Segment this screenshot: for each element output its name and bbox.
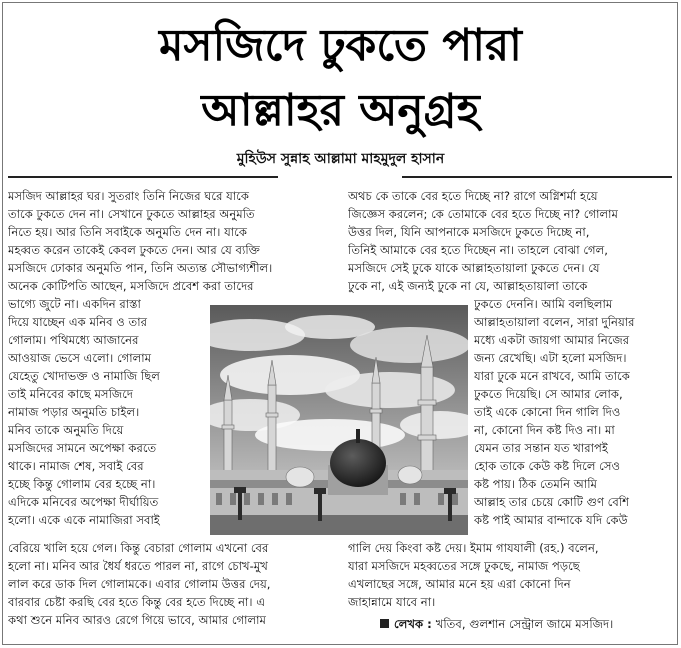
author-label: লেখক : (394, 617, 432, 631)
text-line: অনেক কোটিপতি আছেন, মসজিদে প্রবেশ করা তাদের (8, 279, 254, 293)
headline-line-1: মসজিদে ঢুকতে পারা (159, 20, 522, 71)
text-line: মসজিদে সেই ঢুকে যাকে আল্লাহতায়ালা ঢুকতে দেন। যে (348, 261, 600, 275)
mosque-photo (210, 305, 468, 535)
text-line: যেহেতু খোদাভক্ত ও নামাজি ছিল (8, 369, 160, 383)
author-text: খতিব, গুলশান সেন্ট্রাল জামে মসজিদ। (435, 617, 614, 631)
text-line: আল্লাহতায়ালা বলেন, সারা দুনিয়ার (474, 315, 635, 329)
text-line: তাই মনিবের কাছে মসজিদে (8, 387, 134, 401)
text-line: তাকে ঢুকতে দেন না। সেখানে ঢুকতে আল্লাহর অনুমতি (8, 207, 255, 221)
text-line: এখলাছের সঙ্গে, আমার মনে হয় এরা কোনো দিন (348, 577, 571, 591)
text-line: হোক তাকে কেউ কষ্ট দিলে সেও (474, 459, 621, 473)
headline-line-2: আল্লাহর অনুগ্রহ (201, 85, 480, 136)
text-line: থাকে। নামাজ শেষ, সবাই বের (8, 459, 144, 473)
text-line: হলো না। মনিব আর ধৈর্য ধরতে পারল না, রাগে চোখ-মুখ (8, 559, 268, 573)
text-line: মনিব তাকে অনুমতি দিয়ে (8, 423, 124, 437)
text-line: যেমন তার সন্তান যত খারাপই (474, 441, 608, 455)
text-line: ভাগ্যে জুটে না। একদিন রাস্তা (8, 297, 141, 311)
text-line: জন্য রেখেছি। এটা হলো মসজিদ। (474, 351, 627, 365)
text-line: মসজিদ আল্লাহর ঘর। সুতরাং তিনি নিজের ঘরে যাকে (8, 189, 249, 203)
text-line: গালি দেয় কিংবা কষ্ট দেয়। ইমাম গাযযালী (রহ.) বলেন, (348, 541, 599, 555)
text-line: কষ্ট পাই আমার বান্দাকে যদি কেউ (474, 513, 628, 527)
text-line: লাল করে ডাক দিল গোলামকে। এবার গোলাম উত্তর দেয়, (8, 577, 271, 591)
text-line: অথচ কে তাকে বের হতে দিচ্ছে না? রাগে অগ্নিশর্মা হয়ে (348, 189, 598, 203)
text-line: মসজিদের সামনে অপেক্ষা করতে (8, 441, 157, 455)
text-line: মসজিদে ঢোকার অনুমতি পান, তিনি অত্যন্ত সৌভাগ্যশীল। (8, 261, 273, 275)
byline-rule-left (8, 176, 278, 178)
square-bullet-icon (380, 619, 389, 628)
text-line: হলো। একে একে নামাজিরা সবাই (8, 513, 160, 527)
text-line: ঢুকতে দিয়েছি। সে আমার লোক, (474, 387, 623, 401)
text-line: মধ্যে একটা জায়গা আমার নিজের (474, 333, 630, 347)
text-line: কষ্ট পায়। ঠিক তেমনি আমি (474, 477, 597, 491)
text-line: এদিকে মনিবের অপেক্ষা দীর্ঘায়িত (8, 495, 159, 509)
text-line: যারা মসজিদে মহব্বতের সঙ্গে ঢুকছে, নামাজ পড়ছে (348, 559, 580, 573)
author-credit (380, 615, 672, 633)
text-line: কথা শুনে মনিব আরও রেগে গিয়ে ভাবে, আমার গোলাম (8, 613, 266, 627)
text-line: তাই একে কোনো দিন গালি দিও (474, 405, 621, 419)
text-line: তিনিই আমাকে বের হতে দিচ্ছেন না। তাহলে বোঝা গেল, (348, 243, 608, 257)
text-line: না, কোনো দিন কষ্ট দিও না। মা (474, 423, 615, 437)
text-line: জাহান্নামে যাবে না। (348, 595, 436, 609)
text-line: নিতে হয়। আর তিনি সবাইকে অনুমতি দেন না। যাকে (8, 225, 247, 239)
text-line: বেরিয়ে খালি হয়ে গেল। কিন্তু বেচারা গোলাম এখনো বের (8, 541, 269, 555)
text-line: ঢুকতে দেননি। আমি বলছিলাম (474, 297, 613, 311)
text-line: দিয়ে যাচ্ছেন এক মনিব ও তার (8, 315, 147, 329)
text-line: জিজ্ঞেস করলেন; কে তোমাকে বের হতে দিচ্ছে না? গোলাম (348, 207, 618, 221)
text-line: আওয়াজ ভেসে এলো। গোলাম (8, 351, 152, 365)
byline: মুহিউস সুন্নাহ আল্লামা মাহমুদুল হাসান (236, 151, 445, 167)
byline-rule-right (402, 176, 672, 178)
text-line: হচ্ছে কিন্তু গোলাম বের হচ্ছে না। (8, 477, 156, 491)
text-line: যারা ঢুকে মনে রাখবে, আমি তাকে (474, 369, 630, 383)
text-line: বারবার চেষ্টা করছি বের হতে কিন্তু বের হতে দিচ্ছে না। এ (8, 595, 266, 609)
text-line: ঢুকে না, এই জন্যই ঢুকে না যে, আল্লাহতায়ালা তাকে (348, 279, 588, 293)
text-line: উত্তর দিল, যিনি আপনাকে মসজিদে ঢুকতে দিচ্ছে না, (348, 225, 590, 239)
text-line: মহব্বত করেন তাকেই কেবল ঢুকতে দেন। আর যে ব্যক্তি (8, 243, 260, 257)
text-line: গোলাম। পথিমধ্যে আজানের (8, 333, 139, 347)
text-line: নামাজ পড়ার অনুমতি চাইল। (8, 405, 140, 419)
text-line: আল্লাহ তার চেয়ে কোটি গুণ বেশি (474, 495, 629, 509)
